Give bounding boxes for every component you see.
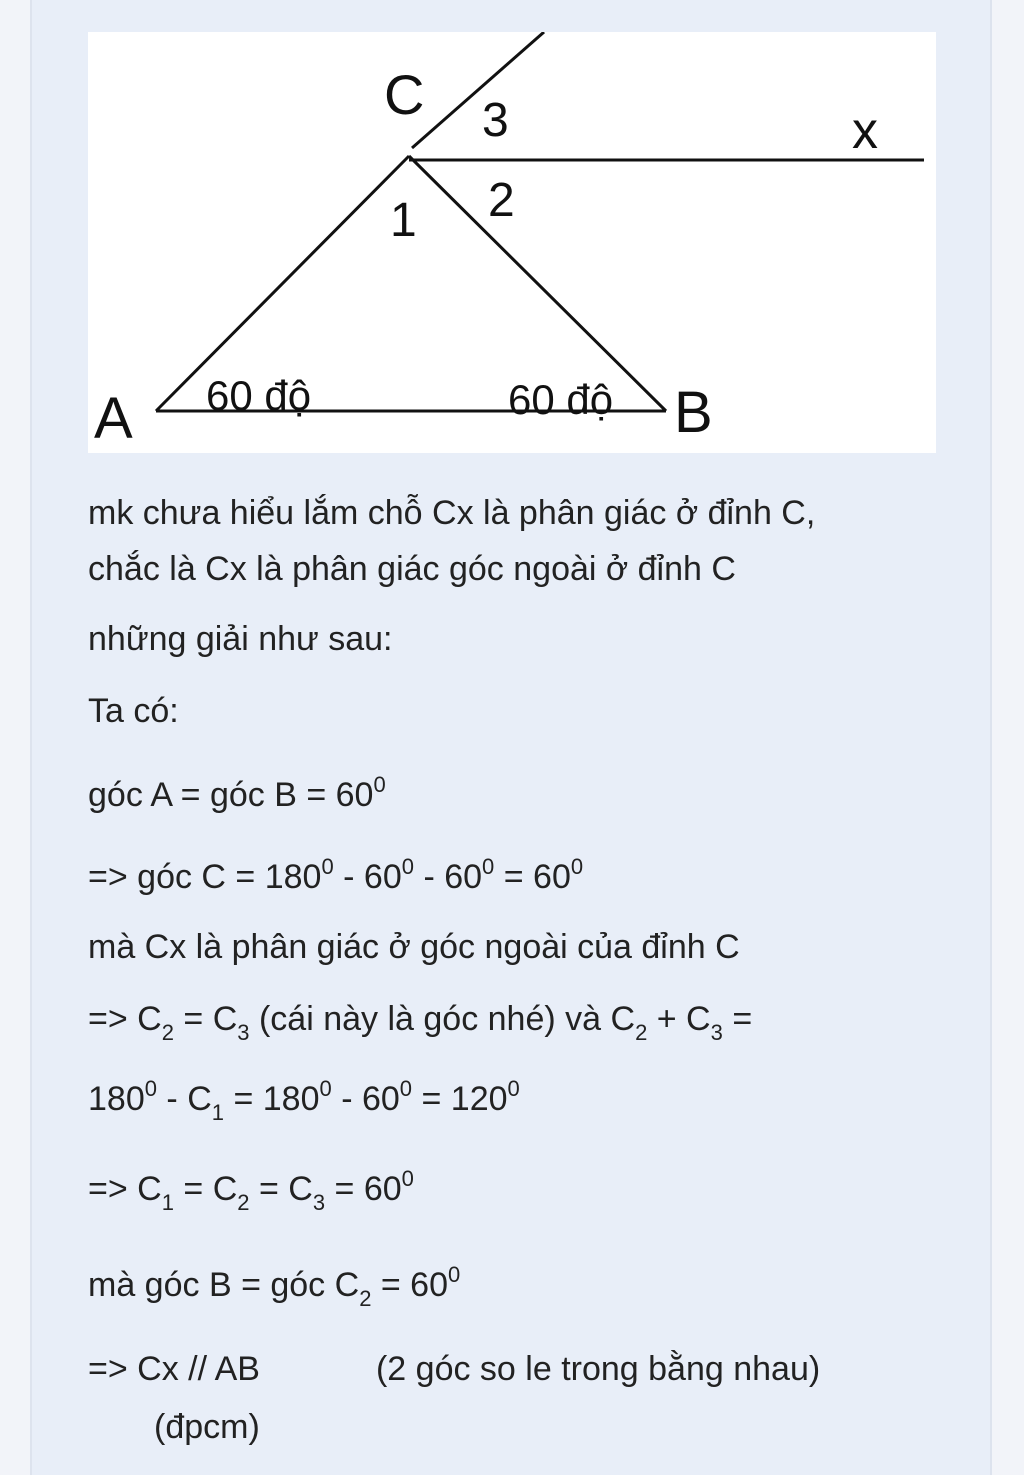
label-angle-a: 60 độ [206, 372, 312, 419]
conclusion-line: => Cx // AB (2 góc so le trong bằng nhau) [88, 1350, 821, 1388]
label-c: C [384, 63, 425, 126]
label-angle-b: 60 độ [508, 376, 614, 423]
ta-co-line: Ta có: [88, 692, 179, 730]
intro-line-1: mk chưa hiểu lắm chỗ Cx là phân giác ở đỉnh C, [88, 494, 816, 532]
triangle-figure [88, 32, 936, 453]
label-x: x [852, 102, 878, 160]
dpcm-line: (đpcm) [154, 1408, 260, 1446]
equation-sum-120: $180^0 - C_1 = 180^0 - 60^0 = 120^0$ [88, 1076, 520, 1125]
intro-line-2: chắc là Cx là phân giác góc ngoài ở đỉnh C [88, 550, 736, 588]
equation-b-c2: mà góc B = góc $C_2 = 60^0$ [88, 1262, 461, 1311]
segment-cb [409, 156, 666, 411]
extension-line [412, 32, 544, 148]
bisector-line: mà Cx là phân giác ở góc ngoài của đỉnh C [88, 928, 740, 966]
label-b: B [674, 380, 713, 445]
label-angle-2: 2 [488, 174, 515, 227]
label-a: A [94, 386, 133, 451]
triangle-diagram [88, 32, 936, 453]
equation-angle-c: => góc $C = 180^0 - 60^0 - 60^0 = 60^0$ [88, 854, 584, 896]
label-angle-3: 3 [482, 94, 509, 147]
label-angle-1: 1 [390, 194, 417, 247]
equation-angles-a-b: góc A = góc $B = 60^0$ [88, 772, 386, 814]
equation-c2-c3: => $C_2 = C_3$ (cái này là góc nhé) và $C_2 + C_3$ = [88, 1000, 753, 1045]
intro-line-3: những giải như sau: [88, 620, 393, 658]
equation-c1-c2-c3: => $C_1 = C_2 = C_3 = 60^0$ [88, 1166, 414, 1215]
